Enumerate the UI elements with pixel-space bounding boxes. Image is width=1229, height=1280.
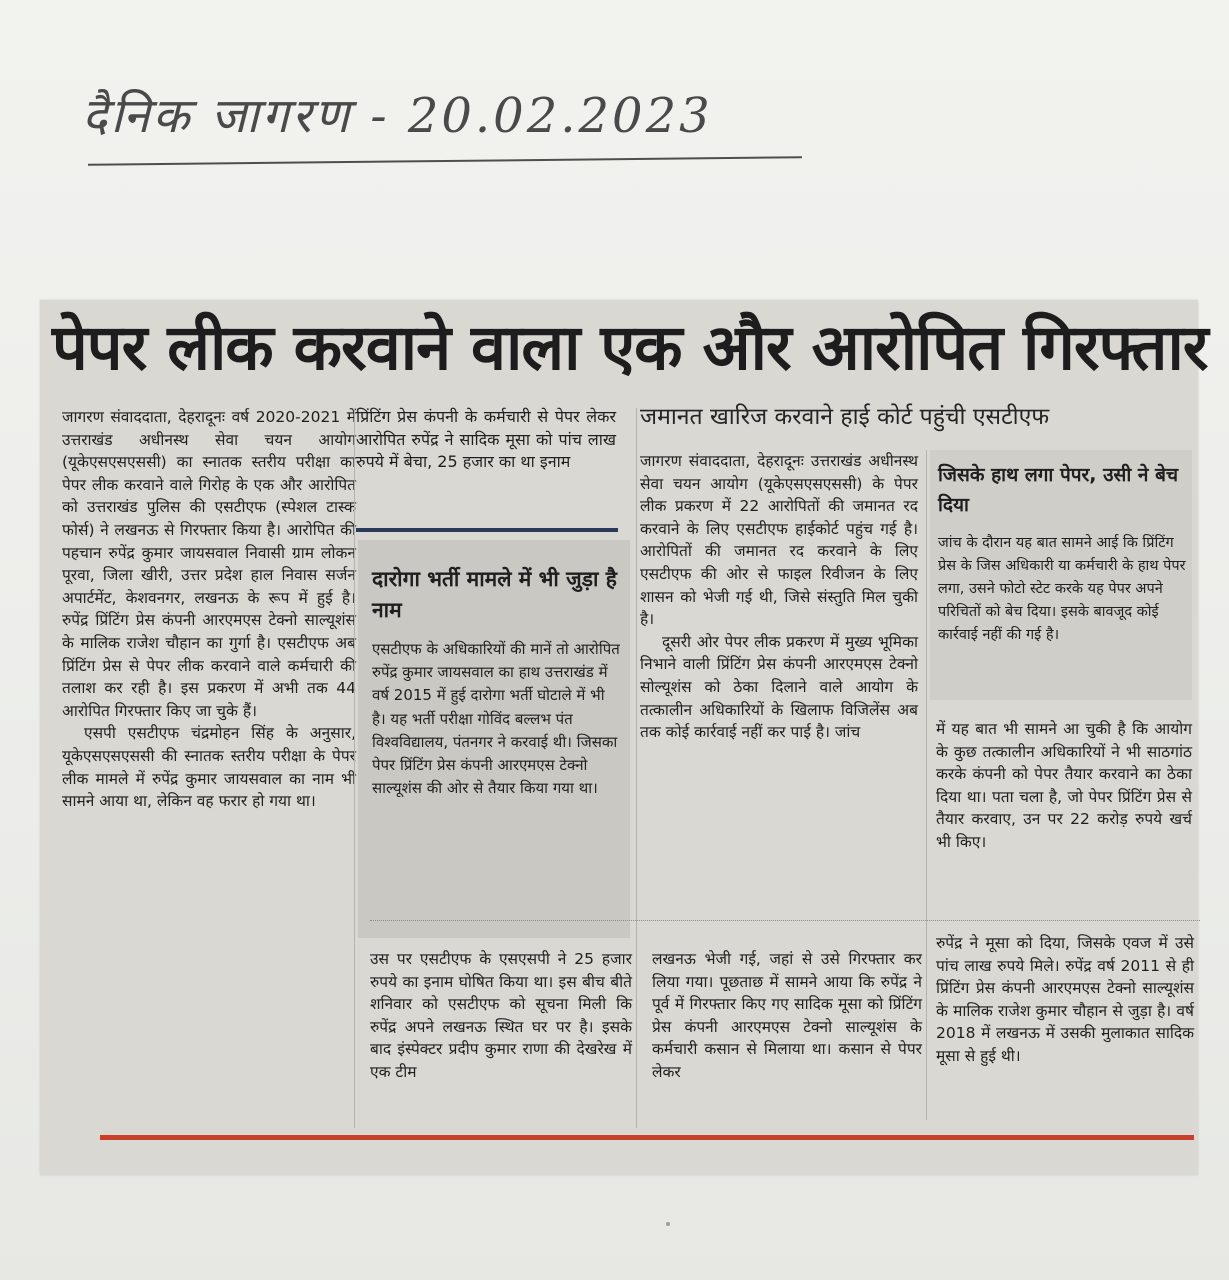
section-divider [370, 920, 1200, 921]
article-column-4: रुपेंद्र ने मूसा को दिया, जिसके एवज में उसे पांच लाख रुपये मिले। रुपेंद्र वर्ष 2011 से ही प्रिंटिंग प्रेस कंपनी आरएमएस टेक्नो साल्यूशंस के मालिक राजेश कुमार चौहान से जुड़ा है। वर्ष 2018 में लखनऊ में उसकी मुलाकात सादिक मूसा से हुई थी। [936, 934, 1194, 1065]
second-article-column-1 [640, 450, 918, 744]
second-article-column-2: में यह बात भी सामने आ चुकी है कि आयोग के कुछ तत्कालीन अधिकारियों ने भी साठगांठ करके कंपनी को पेपर तैयार करवाने का ठेका दिया था। पता चला है, जो पेपर प्रिंटिंग प्रेस से तैयार करवाए, उन पर 22 करोड़ रुपये खर्च भी किए। [936, 720, 1192, 851]
col1-paragraph-1: जागरण संवाददाता, देहरादूनः वर्ष 2020-2021 में उत्तराखंड अधीनस्थ सेवा चयन आयोग (यूकेएसएसएससी) का स्नातक स्तरीय परीक्षा का पेपर लीक करवाने वाले गिरोह के एक और आरोपित को उत्तराखंड पुलिस की एसटीएफ (स्पेशल टास्क फोर्स) ने लखनऊ से गिरफ्तार किया है। आरोपित की पहचान रुपेंद्र कुमार जायसवाल निवासी ग्राम लोकन पूरवा, जिला खीरी, उत्तर प्रदेश हाल निवास सर्जन अपार्टमेंट, केशवनगर, लखनऊ के रूप में हुई है। रुपेंद्र प्रिंटिंग प्रेस कंपनी आरएमएस टेक्नो साल्यूशंस के मालिक राजेश चौहान का गुर्गा है। एसटीएफ अब प्रिंटिंग प्रेस से पेपर लीक करवाने वाले कर्मचारी की तलाश कर रही है। इस प्रकरण में अभी तक 44 आरोपित गिरफ्तार किए जा चुके हैं। [62, 408, 356, 720]
sidebar-box-daroga [358, 540, 630, 938]
side-box-text: जांच के दौरान यह बात सामने आई कि प्रिंटिंग प्रेस के जिस अधिकारी या कर्मचारी के हाथ पेपर लगा, उसने फोटो स्टेट करके यह पेपर अपने परिचितों को बेच दिया। इसके बावजूद कोई कार्रवाई नहीं की गई है। [938, 535, 1186, 643]
side-box-title: जिसके हाथ लगा पेपर, उसी ने बेच दिया [938, 464, 1179, 516]
article-column-3: लखनऊ भेजी गई, जहां से उसे गिरफ्तार कर लिया गया। पूछताछ में सामने आया कि रुपेंद्र ने पूर्व में गिरफ्तार किए गए सादिक मूसा को प्रिंटिंग प्रेस कंपनी आरएमएस टेक्नो साल्यूशंस के कर्मचारी कसान से मिलाया था। कसान से पेपर लेकर [652, 950, 922, 1081]
paper-dot [666, 1222, 670, 1226]
col3-paragraph-1: जागरण संवाददाता, देहरादूनः उत्तराखंड अधीनस्थ सेवा चयन आयोग (यूकेएसएसएससी) के पेपर लीक प्रकरण में 22 आरोपितों की जमानत रद करवाने के लिए एसटीएफ हाईकोर्ट पहुंच गई है। आरोपितों की जमानत रद करवाने के लिए एसटीएफ की ओर से फाइल रिवीजन के लिए शासन को भेजी गई थी, जिसे संस्तुति मिल चुकी है। [640, 452, 918, 629]
sidebar-box-text: एसटीएफ के अधिकारियों की मानें तो आरोपित रुपेंद्र कुमार जायसवाल का हाथ उत्तराखंड में वर्ष 2015 में हुई दारोगा भर्ती घोटाले में भी है। यह भर्ती परीक्षा गोविंद बल्लभ पंत विश्वविद्यालय, पंतनगर ने करवाई थी। जिसका पेपर प्रिंटिंग प्रेस कंपनी आरएमएस टेक्नो साल्यूशंस की ओर से तैयार किया गया था। [372, 640, 620, 798]
column-divider [354, 408, 355, 1128]
column-divider [926, 450, 927, 1120]
deck-rule [356, 528, 618, 532]
sidebar-box-paper-sold [930, 450, 1192, 700]
newspaper-clipping [40, 300, 1208, 1175]
col1-paragraph-2: एसपी एसटीएफ चंद्रमोहन सिंह के अनुसार, यूकेएसएसएससी की स्नातक स्तरीय परीक्षा के पेपर लीक मामले में रुपेंद्र कुमार जायसवाल का नाम भी सामने आया था, लेकिन वह फरार हो गया था। [62, 724, 356, 811]
article-deck: प्रिंटिंग प्रेस कंपनी के कर्मचारी से पेपर लेकर आरोपित रुपेंद्र ने सादिक मूसा को पांच लाख रुपये में बेचा, 25 हजार का था इनाम [356, 407, 616, 471]
article-column-2: उस पर एसटीएफ के एसएसपी ने 25 हजार रुपये का इनाम घोषित किया था। इस बीच बीते शनिवार को एसटीएफ को सूचना मिली कि रुपेंद्र अपने लखनऊ स्थित घर पर है। इसके बाद इंस्पेक्टर प्रदीप कुमार राणा की देखरेख में एक टीम [370, 950, 632, 1081]
column-divider [636, 408, 637, 1128]
article-column-1 [62, 406, 356, 813]
second-article-headline: जमानत खारिज करवाने हाई कोर्ट पहुंची एसटीएफ [640, 404, 1050, 430]
handwritten-underline [88, 156, 802, 165]
handwritten-text: दैनिक जागरण - 20.02.2023 [82, 88, 713, 144]
bottom-red-rule [100, 1135, 1194, 1140]
handwritten-source-note [82, 82, 802, 177]
col3-paragraph-2: दूसरी ओर पेपर लीक प्रकरण में मुख्य भूमिका निभाने वाली प्रिंटिंग प्रेस कंपनी आरएमएस टेक्नो सोल्यूशंस को ठेका दिलाने वाले आयोग के तत्कालीन अधिकारियों के खिलाफ विजिलेंस अब तक कोई कार्रवाई नहीं कर पाई है। जांच [640, 632, 918, 742]
headline: पेपर लीक करवाने वाला एक और आरोपित गिरफ्तार [52, 311, 1208, 384]
sidebar-box-title: दारोगा भर्ती मामले में भी जुड़ा है नाम [372, 567, 617, 622]
